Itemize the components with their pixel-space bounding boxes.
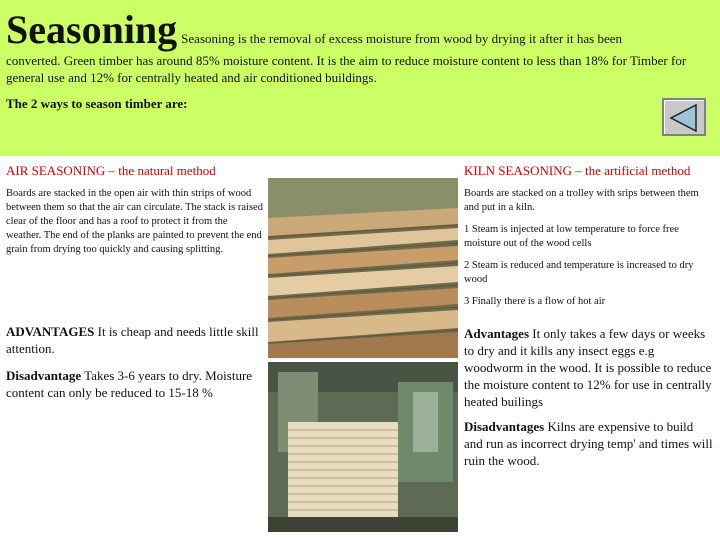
air-advantages xyxy=(6,323,264,357)
title-line xyxy=(6,6,716,53)
back-triangle-icon xyxy=(668,103,700,133)
air-dis-text: Takes 3-6 years to dry. Moisture content can only be reduced to 15-18 % xyxy=(6,368,253,400)
kiln-advantages xyxy=(464,325,714,410)
kiln-step-1: 1 Steam is injected at low temperature to force free moisture out of the wood cells xyxy=(464,224,679,249)
air-stack-photo xyxy=(268,178,458,358)
back-button[interactable] xyxy=(662,98,706,136)
kiln-body: Boards are stacked on a trolley with srips between them and put in a kiln. xyxy=(464,188,699,213)
page-title: Seasoning xyxy=(6,7,178,52)
air-heading: AIR SEASONING – the natural method xyxy=(6,163,216,178)
kiln-disadvantages xyxy=(464,418,714,469)
air-adv-label: ADVANTAGES xyxy=(6,324,95,339)
air-dis-label: Disadvantage xyxy=(6,368,82,383)
kiln-dis-text: Kilns are expensive to build and run as incorrect drying temp' and times will ruin the wood. xyxy=(464,419,713,468)
intro-text: converted. Green timber has around 85% moisture content. It is the aim to reduce moisture content to less than 18% for Timber for general use and 12% for centrally heated and air conditioned buildings. xyxy=(6,53,687,85)
kiln-step-3: 3 Finally there is a flow of hot air xyxy=(464,296,606,307)
kiln-photo xyxy=(268,362,458,532)
air-body: Boards are stacked in the open air with thin strips of wood between them so that the air can circulate. The stack is raised clear of the floor and has a roof to protect it from the weather. The end of the planks are painted to prevent the end grain from drying too quickly and causing splitting. xyxy=(6,188,263,255)
kiln-step-2: 2 Steam is reduced and temperature is increased to dry wood xyxy=(464,260,694,285)
kiln-dis-label: Disadvantages xyxy=(464,419,545,434)
air-adv-text: It is cheap and needs little skill attention. xyxy=(6,324,259,356)
kiln-adv-label: Advantages xyxy=(464,326,530,341)
kiln-adv-text: It only takes a few days or weeks to dry and it kills any insect eggs e.g woodworm in the wood. It is possible to reduce the moisture content to 12% for use in centrally heated builings xyxy=(464,326,712,409)
ways-heading: The 2 ways to season timber are: xyxy=(6,96,188,111)
air-seasoning-column xyxy=(6,163,264,400)
title-description: Seasoning is the removal of excess moisture from wood by drying it after it has been xyxy=(181,31,622,46)
kiln-heading: KILN SEASONING – the artificial method xyxy=(464,163,691,178)
air-disadvantages xyxy=(6,367,256,401)
kiln-seasoning-column xyxy=(464,163,714,469)
